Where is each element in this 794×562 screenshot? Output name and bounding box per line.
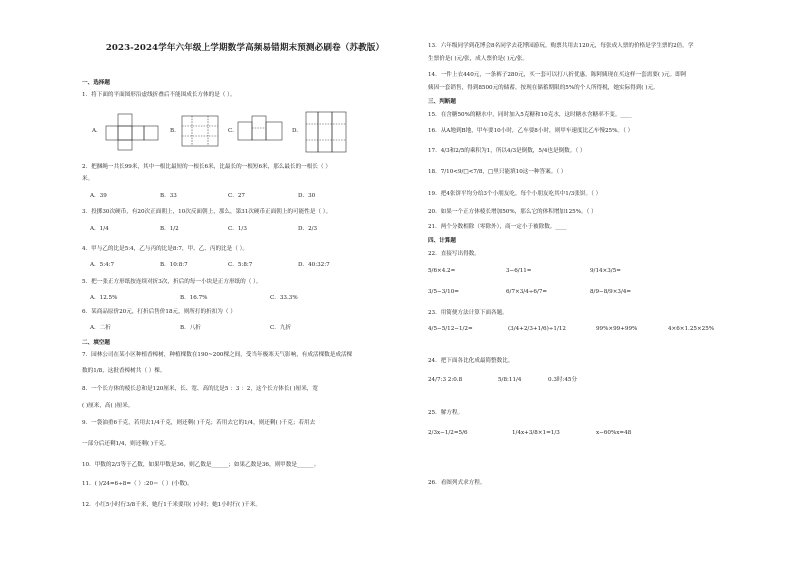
question-9: 9．一袋油重6千克，若用去1/4千克，则还剩( )千克；若用去它的1/4，则还剩( )千克；若用去 [82,420,316,426]
question-22: 22．直接写出得数。 [428,251,480,257]
question-9-cont: 一部分后还剩1/4，则还剩( )千克。 [82,441,170,447]
option-d-label: D. [292,128,299,134]
option-b-label: B. [170,128,176,134]
ratio-item: 0.3时:45分 [548,377,578,383]
calc-item: 99%×99+99% [596,326,638,332]
ratio-item: 24/7:3 2:0.8 [428,377,463,383]
question-17: 17．4/3和2/5的乘积为1，所以4/3是倒数，5/4也是倒数。（ ） [428,148,586,154]
q3-option-b: B．1/2 [160,226,179,232]
q2-option-d: D．30 [298,193,316,199]
q3-option-a: A．1/4 [90,226,109,232]
q2-option-b: B．33 [160,193,177,199]
calc-item: 4/5−5/12−1/2= [428,326,473,332]
question-7: 7．园林公司在某小区种植香樟树，种植棵数在190~200棵之间，受当年极寒天气影响，有成活棵数是成活棵 [82,352,353,358]
ratio-item: 5/8:11/4 [498,377,522,383]
q2-option-a: A．39 [90,193,107,199]
question-14: 14．一件上衣440元，一条裤子280元，买一套可以打八折优惠，陈阿姨现在买这样一套需要( )元。即阿 [428,72,687,78]
equation-item: 1/4x+3/8×1=1/3 [512,430,560,436]
question-21: 21．两个分数相除（零除外），商一定小于被除数。____ [428,224,567,230]
section-fill: 二、填空题 [82,340,110,346]
net-a-figure [104,112,166,152]
question-5: 5．把一张正方形纸按连续对折3次，折后的每一小块是正方形纸的（ ）。 [82,279,262,285]
net-c-figure [236,112,286,152]
section-calc: 四、计算题 [428,238,456,244]
q5-option-c: C．33.3% [270,295,298,301]
section-judge: 三、判断题 [428,99,456,105]
calc-item: 3/5−3/10= [428,289,459,295]
net-b-figure [180,112,222,152]
question-19: 19．把4张饼平均分给3个小朋友吃，每个小朋友吃其中1/3张饼。（ ） [428,191,602,197]
question-7-cont: 数的1/8，这批香樟树共（ ）棵。 [82,368,166,374]
q4-option-a: A．5:4:7 [90,262,115,268]
question-2: 2．把捆绳一共长99米，其中一根比最短的一根长6米，比最长的一根短6米，那么最长的一根长（ ） [82,164,331,170]
question-2-cont: 米。 [82,176,94,182]
equation-item: x−60%x=48 [596,430,632,436]
page-title: 2023-2024学年六年级上学期数学高频易错期末预测必刷卷（苏教版） [105,43,385,53]
question-13: 13．六年级同学到花博会8名同学去花博园游玩，购票共用去120元，每张成人票的价格是学生票的2倍。学 [428,43,694,49]
net-d-figure [302,110,354,154]
question-20: 20．如果一个正方体棱长增加50%，那么它的体积增加125%。（ ） [428,209,597,215]
calc-item: 4×6×1.25×25% [668,326,715,332]
q6-option-c: C．九折 [270,325,292,331]
question-6: 6．某商品原价20元，打折后售价18元，则所打的折扣为（ ） [82,309,236,315]
calc-item: (3/4+2/3+1/6)÷1/12 [508,326,566,332]
question-11: 11．( )/24=6÷8=（ ）:20＝（ ）(小数)。 [82,481,193,487]
calc-item: 6/7×3/4÷6/7= [506,289,548,295]
question-12: 12．小红5小时行3/8千米，她行1千米要用( )小时；她1小时行( )千米。 [82,502,261,508]
question-15: 15．在含糖50%的糖水中，同时加入5克糖和10克水，这时糖水含糖率不变。____ [428,112,632,118]
question-8: 8．一个长方体的棱长总和是120厘米，长、宽、高的比是5 ：3 ：2，这个长方体长( )厘米，宽 [82,386,318,392]
question-16: 16．从A地到B地，甲车要10小时，乙车要8小时，则甲车速度比乙车慢25%。（ ） [428,128,634,134]
question-3: 3．投掷30次硬币，有20次正面朝上，10次反面朝上，那么，第31次硬币正面朝上的可能性是（ ）。 [82,209,332,215]
calc-item: 5/6×4.2= [428,268,456,274]
question-13-cont: 生票价是( )元/张，成人票价是( )元/张。 [428,56,528,62]
question-23: 23．用简便方法计算下面各题。 [428,310,508,316]
q4-option-d: D．40:32:7 [298,262,330,268]
question-10: 10．甲数的2/3等于乙数，如果甲数是36，则乙数是______；如果乙数是36，则甲数是______。 [82,462,320,468]
q4-option-c: C．5:8:7 [228,262,253,268]
question-18: 18．7/10<9/□<7/8，□里只能填10这一种答案。（ ） [428,169,567,175]
question-26: 26．看图列式求方程。 [428,480,486,486]
calc-item: 8/9−8/9×3/4= [590,289,632,295]
question-4: 4．甲与乙的比是5:4，乙与丙的比是8:7，甲、乙、丙的比是（ ）。 [82,246,248,252]
question-1: 1．将下面的平面图形沿虚线折叠后不能围成长方体的是（ ）。 [82,92,236,98]
option-a-label: A. [92,128,98,134]
calc-item: 3−6/11= [506,268,532,274]
q6-option-a: A．二折 [90,325,111,331]
question-8-cont: ( )厘米，高( )厘米。 [82,403,134,409]
q2-option-c: C．27 [228,193,245,199]
q5-option-b: B．16.7% [180,295,208,301]
question-14-cont: 姨因一套销售，得到8500元的储蓄，按现在储蓄期限的5%的个人所得税，她实际得到( )元。 [428,85,659,91]
calc-item: 9/14×3/5= [590,268,621,274]
option-c-label: C. [228,128,234,134]
q6-option-b: B．八折 [180,325,201,331]
q5-option-a: A．12.5% [90,295,118,301]
q3-option-d: D．2/3 [298,226,318,232]
section-choice: 一、选择题 [82,80,110,86]
question-25: 25．解方程。 [428,410,464,416]
q3-option-c: C．1/3 [228,226,247,232]
question-24: 24．把下面各比化成最简整数比。 [428,358,514,364]
equation-item: 2/3x−1/2=5/6 [428,430,468,436]
q4-option-b: B．10:8:7 [160,262,188,268]
